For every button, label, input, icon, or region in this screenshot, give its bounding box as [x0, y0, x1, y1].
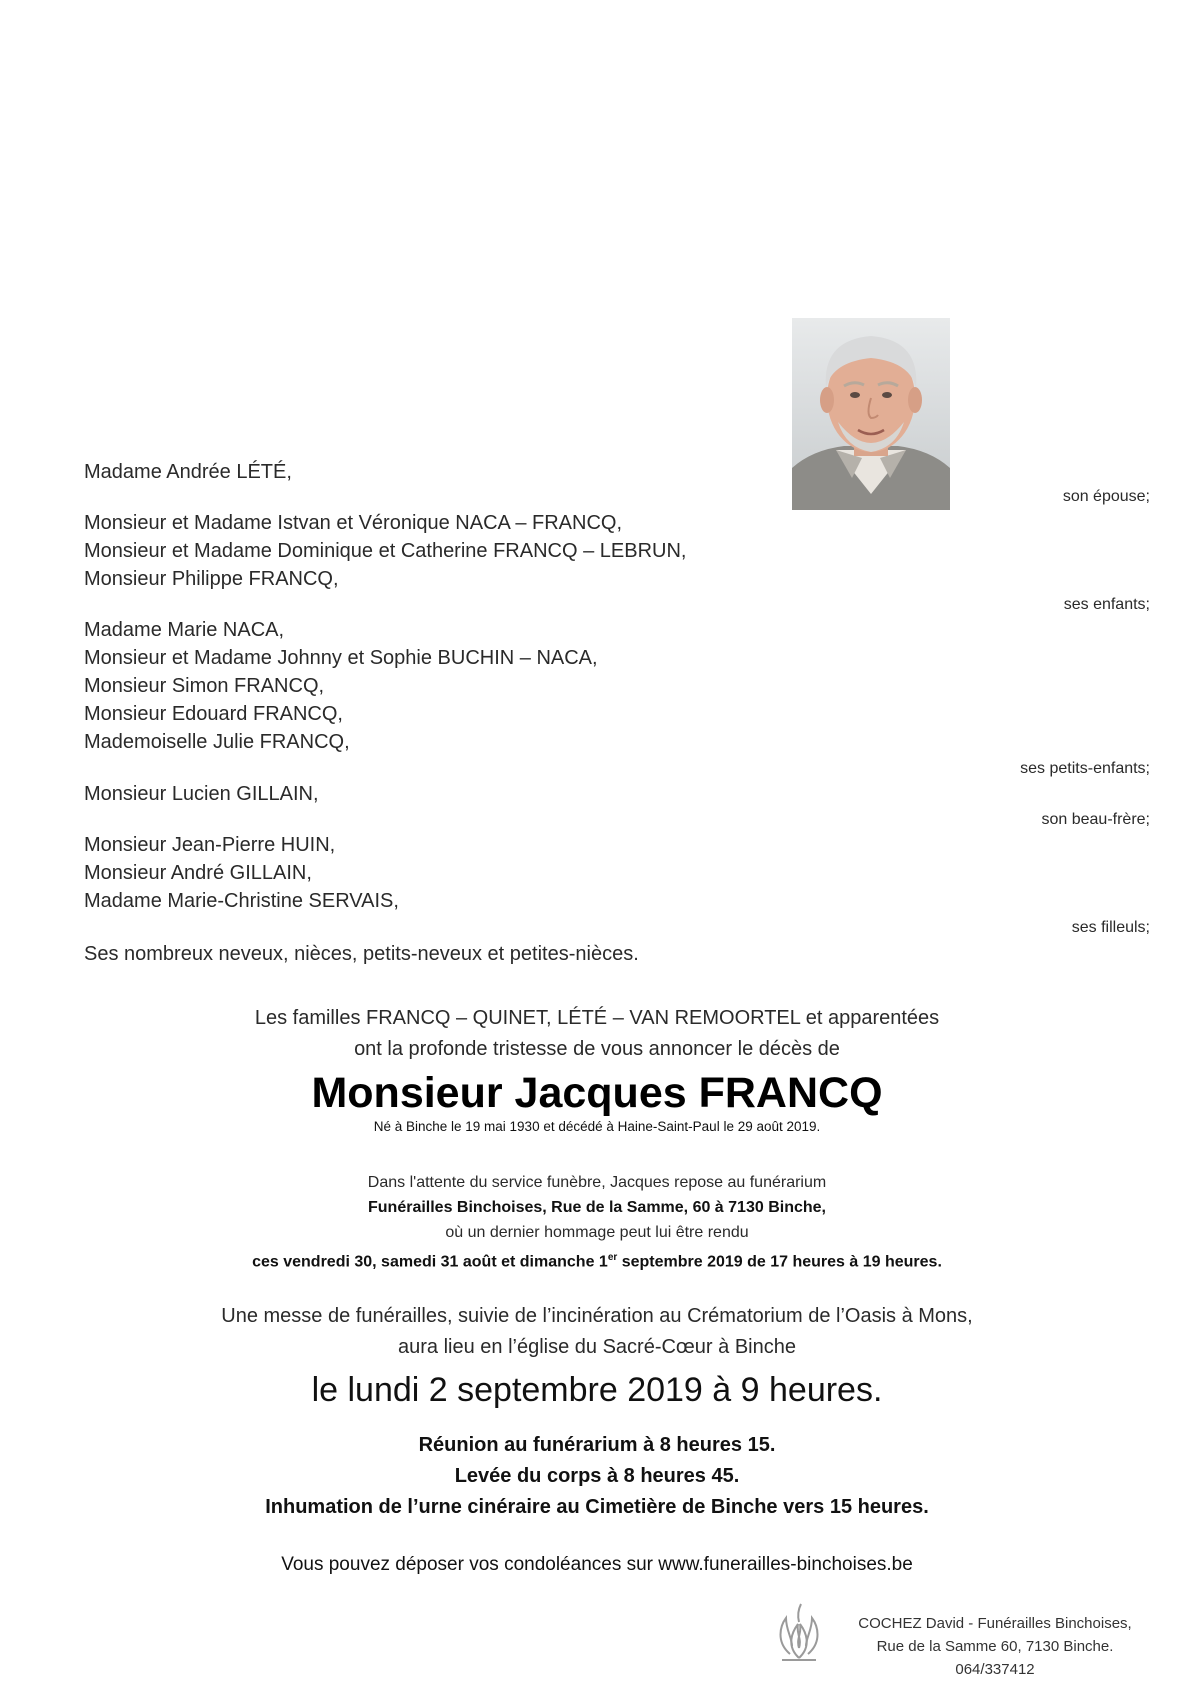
family-line-andre: Monsieur André GILLAIN,	[84, 862, 312, 884]
ceremony-line1: Une messe de funérailles, suivie de l’incinération au Crématorium de l’Oasis à Mons,	[221, 1305, 973, 1327]
family-line-naca-francq: Monsieur et Madame Istvan et Véronique NACA – FRANCQ,	[84, 512, 623, 534]
family-line-andree: Madame Andrée LÉTÉ,	[84, 461, 292, 483]
visit-dates-start: ces vendredi 30, samedi 31 août et dimanche 1	[252, 1253, 608, 1271]
relation-petits-enfants: ses petits-enfants;	[1020, 760, 1150, 777]
visit-dates-end: septembre 2019 de 17 heures à 19 heures.	[617, 1253, 942, 1271]
portrait-photo	[792, 318, 950, 510]
family-line-lucien: Monsieur Lucien GILLAIN,	[84, 783, 319, 805]
funerarium-line1: Dans l'attente du service funèbre, Jacques repose au funérarium	[367, 1174, 827, 1191]
birth-death-line: Né à Binche le 19 mai 1930 et décédé à Haine-Saint-Paul le 29 août 2019.	[373, 1119, 821, 1134]
relation-beau-frere: son beau-frère;	[1041, 811, 1150, 828]
footer-phone: 064/337412	[955, 1661, 1035, 1678]
footer-contact	[840, 1612, 1150, 1681]
funeral-home-logo	[768, 1602, 830, 1662]
family-line-julie: Mademoiselle Julie FRANCQ,	[84, 731, 350, 753]
ceremony-inhumation: Inhumation de l’urne cinéraire au Cimetière de Binche vers 15 heures.	[265, 1496, 929, 1518]
family-line-simon: Monsieur Simon FRANCQ,	[84, 675, 325, 697]
funerarium-address: Funérailles Binchoises, Rue de la Samme, 60 à 7130 Binche,	[368, 1199, 826, 1216]
family-line-philippe: Monsieur Philippe FRANCQ,	[84, 568, 339, 590]
visit-dates-sup: er	[607, 1252, 618, 1263]
family-line-buchin: Monsieur et Madame Johnny et Sophie BUCHIN – NACA,	[84, 647, 598, 669]
relation-enfants: ses enfants;	[1063, 596, 1150, 613]
relation-epouse: son épouse;	[1062, 488, 1150, 505]
family-line-edouard: Monsieur Edouard FRANCQ,	[84, 703, 343, 725]
condolences-line: Vous pouvez déposer vos condoléances sur www.funerailles-binchoises.be	[281, 1554, 913, 1575]
family-line-huin: Monsieur Jean-Pierre HUIN,	[84, 834, 336, 856]
footer-line2: Rue de la Samme 60, 7130 Binche.	[876, 1638, 1114, 1655]
funerarium-line3: où un dernier hommage peut lui être rendu	[445, 1224, 749, 1241]
ceremony-date: le lundi 2 septembre 2019 à 9 heures.	[311, 1371, 883, 1409]
family-line-servais: Madame Marie-Christine SERVAIS,	[84, 890, 399, 912]
announcement-families: Les familles FRANCQ – QUINET, LÉTÉ – VAN REMOORTEL et apparentées	[254, 1007, 940, 1029]
family-line-francq-lebrun: Monsieur et Madame Dominique et Catherine FRANCQ – LEBRUN,	[84, 540, 687, 562]
ceremony-line2: aura lieu en l’église du Sacré-Cœur à Binche	[398, 1336, 796, 1358]
ceremony-reunion: Réunion au funérarium à 8 heures 15.	[418, 1434, 776, 1456]
funerarium-visit-dates	[0, 1246, 1194, 1274]
family-line-marie-naca: Madame Marie NACA,	[84, 619, 285, 641]
ceremony-levee: Levée du corps à 8 heures 45.	[454, 1465, 740, 1487]
family-line-neveux: Ses nombreux neveux, nièces, petits-neveux et petites-nièces.	[84, 943, 639, 965]
deceased-name: Monsieur Jacques FRANCQ	[311, 1069, 883, 1117]
announcement-intro: ont la profonde tristesse de vous annoncer le décès de	[354, 1038, 840, 1060]
footer-line1: COCHEZ David - Funérailles Binchoises,	[858, 1615, 1132, 1632]
relation-filleuls: ses filleuls;	[1071, 919, 1150, 936]
